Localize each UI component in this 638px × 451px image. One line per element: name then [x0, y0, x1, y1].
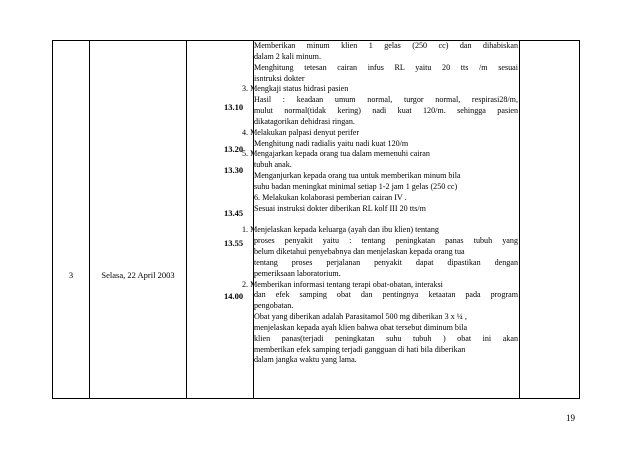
- text-line: [254, 215, 518, 226]
- text-line: Menghitung tetesan cairan infus RL yaitu 20 tts /m sesuai: [254, 62, 518, 72]
- time-1310: 13.10: [223, 102, 244, 112]
- text-line: 4. Melakukan palpasi denyut perifer: [242, 127, 360, 137]
- row-number: 3: [68, 270, 74, 280]
- text-line: mulut normal(tidak kering) nadi kuat 120/m. sehingga pasien: [254, 106, 518, 116]
- text-line: dikatagorikan dehidrasi ringan.: [254, 116, 355, 126]
- text-line: 3. Mengkaji status hidrasi pasien: [242, 84, 349, 94]
- text-line: Memberikan minum klien 1 gelas (250 cc) dan dihabiskan: [254, 41, 518, 50]
- time-1320: 13.20: [223, 144, 244, 154]
- text-line: Hasil : keadaan umum normal, turgor normal, respirasi28/m,: [254, 95, 518, 105]
- notes-table: [52, 40, 580, 399]
- text-line: isntruksi dokter: [254, 73, 305, 83]
- page-number: 19: [566, 413, 575, 423]
- text-line: suhu badan meningkat minimal setiap 1-2 jam 1 gelas (250 cc): [254, 181, 458, 191]
- text-line: belum diketahui penyebabnya dan menjelaskan kepada orang tua: [254, 247, 465, 257]
- text-line: tubuh anak.: [254, 160, 292, 170]
- text-line: dalam 2 kali minum.: [254, 51, 321, 61]
- column-divider: [186, 41, 187, 398]
- time-1400: 14.00: [223, 291, 244, 301]
- column-divider: [519, 41, 520, 398]
- text-line: Menganjurkan kepada orang tua untuk memberikan minum bila: [254, 171, 461, 181]
- text-line: Menghitung nadi radialis yaitu nadi kuat 120/m: [254, 138, 409, 148]
- intervention-text: [242, 41, 518, 366]
- row-date: Selasa, 22 April 2003: [101, 270, 175, 280]
- text-line: Obat yang diberikan adalah Parasitamol 500 mg diberikan 3 x ¼ ,: [254, 312, 467, 322]
- text-line: pengobatan.: [254, 301, 294, 311]
- column-divider: [89, 41, 90, 398]
- text-line: memberikan efek samping terjadi gangguan di hati bila diberikan: [254, 344, 466, 354]
- text-line: Sesuai instruksi dokter diberikan RL kolf III 20 tts/m: [254, 203, 426, 213]
- text-line: tentang proses perjalanan penyakit dapat dipastikan dengan: [254, 257, 518, 267]
- text-line: 6. Melakukan kolaborasi pemberian cairan IV .: [254, 192, 407, 202]
- text-line: pemeriksaan laboratorium.: [254, 268, 341, 278]
- text-line: dan efek samping obat dan pentingnya ketaatan pada program: [254, 290, 518, 300]
- text-line: 5. Mengajarkan kepada orang tua dalam memenuhi cairan: [242, 149, 430, 159]
- text-line: 2. Memberikan informasi tentang terapi obat-obatan, interaksi: [242, 279, 443, 289]
- time-1330: 13.30: [223, 165, 244, 175]
- time-1355: 13.55: [223, 238, 244, 248]
- text-line: dalam jangka waktu yang lama.: [254, 355, 357, 365]
- text-line: proses penyakit yaitu : tentang peningkatan panas tubuh yang: [254, 236, 518, 246]
- text-line: 1. Menjelaskan kepada keluarga (ayah dan ibu klien) tentang: [242, 225, 439, 235]
- text-line: menjelaskan kepada ayah klien bahwa obat tersebut diminum bila: [254, 322, 468, 332]
- time-1345: 13.45: [223, 208, 244, 218]
- text-line: klien panas(terjadi peningkatan suhu tubuh ) obat ini akan: [254, 333, 518, 343]
